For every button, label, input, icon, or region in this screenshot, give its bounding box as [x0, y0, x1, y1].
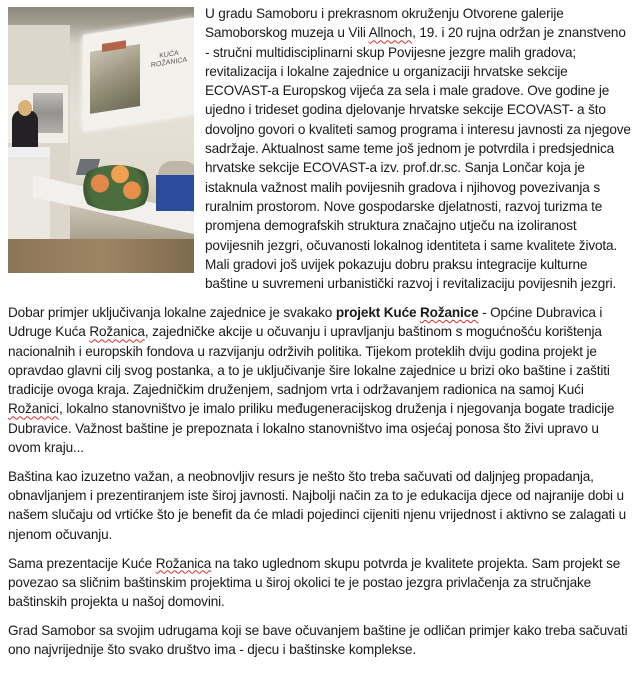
text-segment: Grad Samobor sa svojim udrugama koji se bave očuvanjem baštine je odličan primjer kako treba sačuvati ono najvrijednije što svako društvo ima - djecu i baštinske komplekse.: [8, 622, 628, 658]
paragraph-2: [8, 303, 632, 457]
book: [156, 175, 194, 211]
document-body: [8, 4, 632, 669]
spellcheck-flagged-word: Rožanice: [420, 304, 479, 320]
text-segment: , lokalno stanovništvo je imalo priliku međugeneracijskog druženja i njegovanja bogate tradicije Dubravice. Važnost baštine je prepoznata i lokalno stanovništvo ima osjećaj ponosa što živi upravo u ovom kraju...: [8, 401, 615, 456]
paragraph-5: [8, 621, 632, 660]
presenter: [12, 110, 38, 148]
paragraph-3: [8, 467, 632, 544]
text-segment: U gradu Samoboru i prekrasnom okruženju Otvorene galerije Samoborskog muzeja u Vili: [205, 6, 564, 41]
projector: [8, 147, 50, 157]
flower-arrangement: [76, 165, 156, 211]
text-segment: , 19. i 20 rujna održan je znanstveno - stručni multidisciplinarni skup Povijesne jezgre malih gradova; revitalizacija i lokalne zajednice u organizaciji hrvatske sekcije ECOVAST-a Europskog vijeća za sela i male gradove. Ove godine je ujedno i trideset godina djelovanje hrvatske sekcije ECOVAST- a što dovoljno govori o kvaliteti samog programa i interesu javnosti za njegove sadržaje. Aktualnost same teme još jednom je potvrdila i predsjednica hrvatske sekcije ECOVAST-a izv. prof.dr.sc. Sanja Lončar koja je istaknula važnost malih povijesnih gradova i njihovog povezivanja s ruralnim prostorom. Nove gospodarske djelatnosti, razvoj turizma te promjena demografskih struktura značajno utječu na izoliranost povijesnih jezgri, očuvanosti lokalnog identiteta i same kvalitete života. Mali gradovi još uvijek pokazuju dobru praksu integracije kulturne baštine u suvremeni urbanistički razvoj i revitalizaciju povijesnih jezgri.: [205, 25, 631, 292]
text-segment: Dobar primjer uključivanja lokalne zajednice je svakako: [8, 304, 336, 320]
text-segment: - Općine Dubravica i Udruge Kuća: [8, 304, 603, 340]
text-segment: , zajedničke akcije u očuvanju i upravljanju baštinom s mogućnošću korištenja nacionalnih i europskih fondova u razvijanju održivih politika. Tijekom proteklih dviju godina projekt je opravdao glavni cilj svog postanka, a to je uključivanje šire lokalne zajednice u brizi oko baštine i zaštiti tradicije ovoga kraja. Zajedničkim druženjem, sadnjom vrta i održavanjem radionica na samoj Kući: [8, 324, 610, 398]
floor: [8, 239, 194, 273]
spellcheck-flagged-word: Rožanica: [155, 555, 212, 571]
slide-house-image: [90, 44, 140, 114]
text-segment: Sama prezentacije Kuće: [8, 555, 156, 571]
text-segment: Baština kao izuzetno važan, a neobnovljiv resurs je nešto što treba sačuvati od daljnjeg propadanja, obnavljanjem i prezentiranjem iste široj javnosti. Najbolji način za to je edukacija djece od najranije dobi u našem slučaju od vrtićke što je benefit da će mladi pojedinci cijeniti njenu vrijednost i aktivno se zalagati u njenom očuvanju.: [8, 468, 627, 542]
paragraph-4: [8, 554, 632, 612]
text-segment: projekt Kuće: [335, 304, 421, 320]
spellcheck-flagged-word: Rožanica: [89, 324, 145, 340]
spellcheck-flagged-word: Allnoch: [368, 25, 413, 41]
conference-photo: [8, 7, 194, 273]
projection-screen: [83, 17, 194, 131]
text-segment: na tako uglednom skupu potvrda je kvalitete projekta. Sam projekt se povezao sa sličnim baštinskim projektima u široj okolici te je postao jezgra privlačenja za stručnjake baštinskih projekta u našoj domovini.: [8, 555, 621, 610]
slide-title: KUĆA ROŽANICA: [150, 49, 188, 70]
spellcheck-flagged-word: Rožanici: [8, 401, 59, 417]
